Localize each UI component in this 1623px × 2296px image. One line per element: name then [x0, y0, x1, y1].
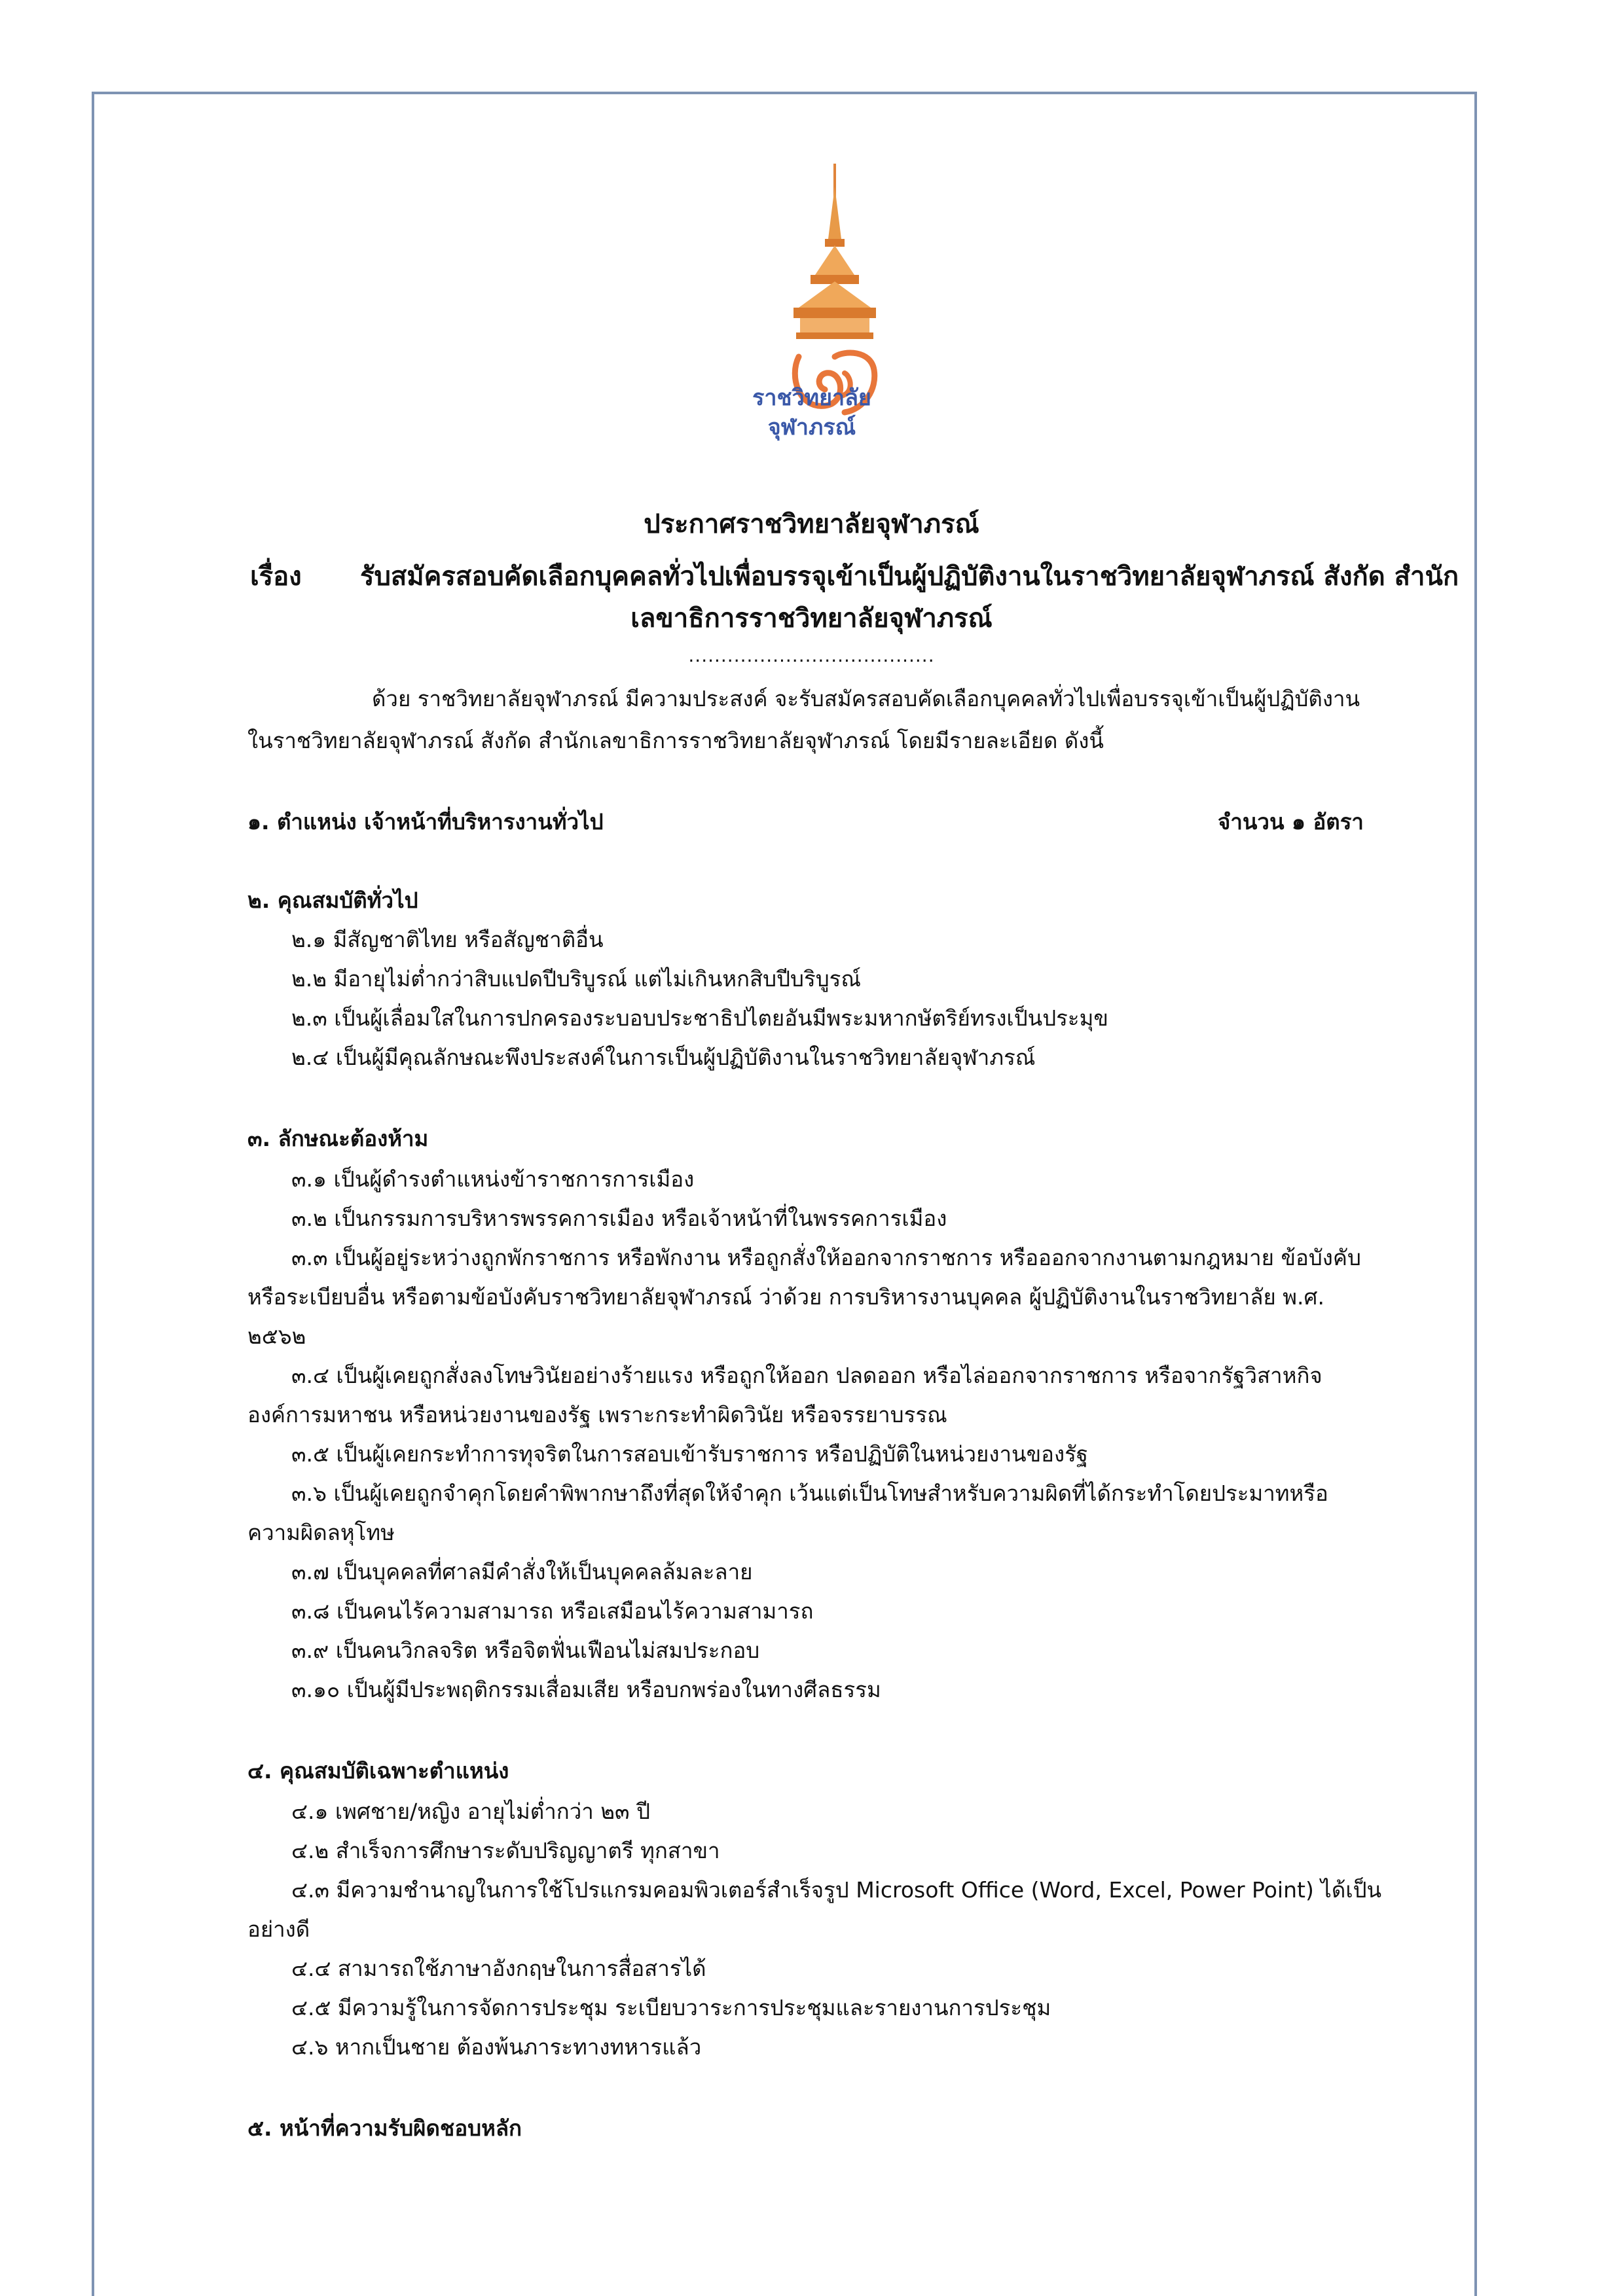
section-4-heading: ๔. คุณสมบัติเฉพาะตำแหน่ง — [247, 1758, 509, 1784]
position-count: จำนวน ๑ อัตรา — [1218, 809, 1364, 834]
list-item: ๔.๔ สามารถใช้ภาษาอังกฤษในการสื่อสารได้ — [291, 1956, 706, 1981]
list-item: ๒.๓ เป็นผู้เลื่อมใสในการปกครองระบอบประชาธิปไตยอันมีพระมหากษัตริย์ทรงเป็นประมุข — [291, 1005, 1108, 1031]
list-item-continued: ความผิดลหุโทษ — [247, 1520, 395, 1545]
list-item-continued: หรือระเบียบอื่น หรือตามข้อบังคับราชวิทยาลัยจุฬาภรณ์ ว่าด้วย การบริหารงานบุคคล ผู้ปฏิบัติงานในราชวิทยาลัย พ.ศ. — [247, 1284, 1324, 1310]
subject-line-2: เลขาธิการราชวิทยาลัยจุฬาภรณ์ — [630, 603, 993, 634]
list-item: ๔.๖ หากเป็นชาย ต้องพ้นภาระทางทหารแล้ว — [291, 2034, 702, 2060]
list-item: ๓.๘ เป็นคนไร้ความสามารถ หรือเสมือนไร้ความสามารถ — [291, 1598, 814, 1624]
list-item: ๓.๙ เป็นคนวิกลจริต หรือจิตฟั่นเฟือนไม่สมประกอบ — [291, 1638, 760, 1663]
section-2-heading: ๒. คุณสมบัติทั่วไป — [247, 888, 418, 913]
logo-text-line2: จุฬาภรณ์ — [767, 414, 856, 440]
intro-line-1: ด้วย ราชวิทยาลัยจุฬาภรณ์ มีความประสงค์ จะรับสมัครสอบคัดเลือกบุคคลทั่วไปเพื่อบรรจุเข้าเป็นผู้ปฏิบัติงาน — [372, 686, 1360, 711]
section-3-heading: ๓. ลักษณะต้องห้าม — [247, 1126, 429, 1151]
list-item: ๓.๔ เป็นผู้เคยถูกสั่งลงโทษวินัยอย่างร้ายแรง หรือถูกให้ออก ปลดออก หรือไล่ออกจากราชการ หรือจากรัฐวิสาหกิจ — [291, 1363, 1322, 1388]
list-item: ๔.๕ มีความรู้ในการจัดการประชุม ระเบียบวาระการประชุมและรายงานการประชุม — [291, 1995, 1051, 2020]
list-item-continued: องค์การมหาชน หรือหน่วยงานของรัฐ เพราะกระทำผิดวินัย หรือจรรยาบรรณ — [247, 1402, 947, 1427]
list-item: ๓.๖ เป็นผู้เคยถูกจำคุกโดยคำพิพากษาถึงที่สุดให้จำคุก เว้นแต่เป็นโทษสำหรับความผิดที่ได้กระทำโดยประมาทหรือ — [291, 1480, 1328, 1506]
subject-label: เรื่อง — [250, 562, 302, 592]
list-item: ๓.๑ เป็นผู้ดำรงตำแหน่งข้าราชการการเมือง — [291, 1166, 695, 1192]
list-item: ๓.๗ เป็นบุคคลที่ศาลมีคำสั่งให้เป็นบุคคลล้มละลาย — [291, 1559, 753, 1585]
separator-dots: ...................................... — [688, 645, 935, 666]
intro-line-2: ในราชวิทยาลัยจุฬาภรณ์ สังกัด สำนักเลขาธิการราชวิทยาลัยจุฬาภรณ์ โดยมีรายละเอียด ดังนี้ — [247, 728, 1104, 753]
list-item-continued: อย่างดี — [247, 1916, 310, 1942]
list-item: ๒.๒ มีอายุไม่ต่ำกว่าสิบแปดปีบริบูรณ์ แต่ไม่เกินหกสิบปีบริบูรณ์ — [291, 966, 862, 992]
list-item: ๔.๓ มีความชำนาญในการใช้โปรแกรมคอมพิวเตอร์สำเร็จรูป Microsoft Office (Word, Excel, Power Point) ได้เป็น — [291, 1877, 1382, 1903]
section-5-heading: ๕. หน้าที่ความรับผิดชอบหลัก — [247, 2115, 522, 2141]
list-item: ๔.๑ เพศชาย/หญิง อายุไม่ต่ำกว่า ๒๓ ปี — [291, 1799, 651, 1824]
list-item: ๓.๒ เป็นกรรมการบริหารพรรคการเมือง หรือเจ้าหน้าที่ในพรรคการเมือง — [291, 1206, 947, 1231]
list-item: ๒.๔ เป็นผู้มีคุณลักษณะพึงประสงค์ในการเป็นผู้ปฏิบัติงานในราชวิทยาลัยจุฬาภรณ์ — [291, 1045, 1036, 1070]
list-item: ๔.๒ สำเร็จการศึกษาระดับปริญญาตรี ทุกสาขา — [291, 1838, 720, 1863]
list-item: ๓.๕ เป็นผู้เคยกระทำการทุจริตในการสอบเข้ารับราชการ หรือปฏิบัติในหน่วยงานของรัฐ — [291, 1441, 1089, 1467]
subject-line-1: รับสมัครสอบคัดเลือกบุคคลทั่วไปเพื่อบรรจุเข้าเป็นผู้ปฏิบัติงานในราชวิทยาลัยจุฬาภรณ์ สังกัด สำนัก — [360, 562, 1459, 592]
list-item: ๓.๓ เป็นผู้อยู่ระหว่างถูกพักราชการ หรือพักงาน หรือถูกสั่งให้ออกจากราชการ หรือออกจากงานตามกฎหมาย ข้อบังคับ — [291, 1245, 1361, 1270]
list-item-continued: ๒๕๖๒ — [247, 1323, 306, 1349]
announcement-title: ประกาศราชวิทยาลัยจุฬาภรณ์ — [644, 509, 979, 539]
list-item: ๒.๑ มีสัญชาติไทย หรือสัญชาติอื่น — [291, 927, 604, 952]
list-item: ๓.๑๐ เป็นผู้มีประพฤติกรรมเสื่อมเสีย หรือบกพร่องในทางศีลธรรม — [291, 1677, 881, 1702]
section-1-heading: ๑. ตำแหน่ง เจ้าหน้าที่บริหารงานทั่วไป — [247, 809, 604, 834]
logo-text-line1: ราชวิทยาลัย — [752, 385, 871, 411]
